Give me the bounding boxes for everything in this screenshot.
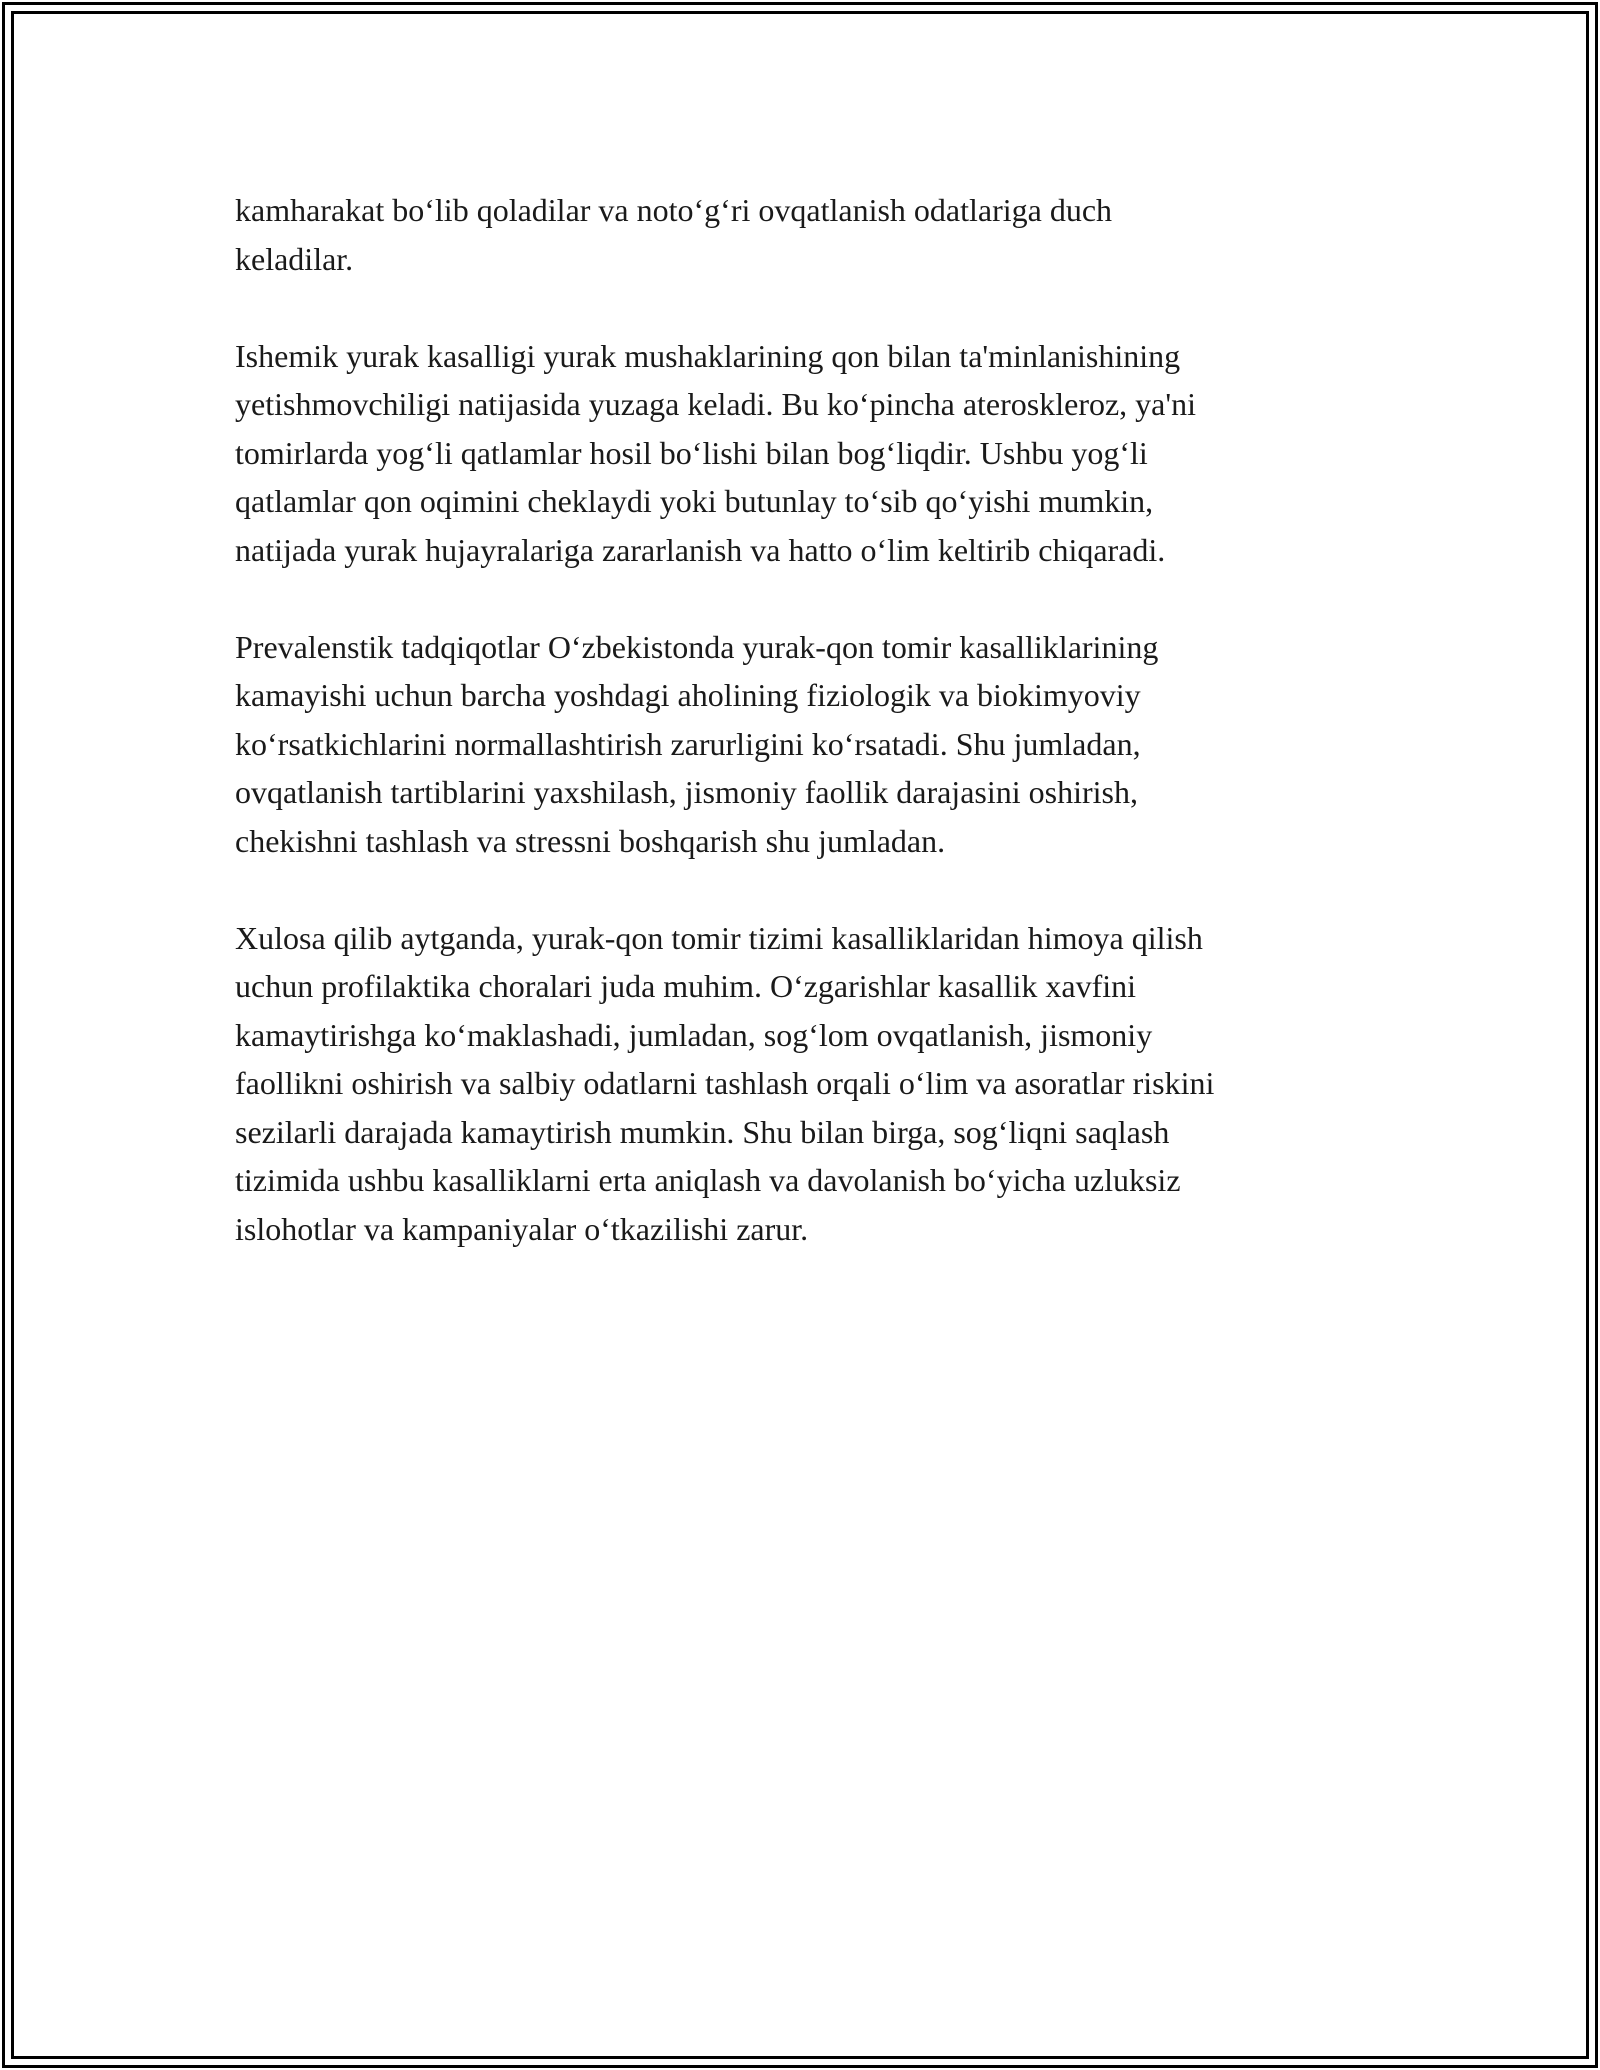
document-body bbox=[235, 186, 1385, 1302]
paragraph-2: Ishemik yurak kasalligi yurak mushaklarining qon bilan ta'minlanishining yetishmovchiligi natijasida yuzaga keladi. Bu ko‘pincha ateroskleroz, ya'ni tomirlarda yog‘li qatlamlar hosil bo‘lishi bilan bog‘liqdir. Ushbu yog‘li qatlamlar qon oqimini cheklaydi yoki butunlay to‘sib qo‘yishi mumkin, natijada yurak hujayralariga zararlanish va hatto o‘lim keltirib chiqaradi. bbox=[235, 337, 1197, 568]
paragraph-1: kamharakat bo‘lib qoladilar va noto‘g‘ri ovqatlanish odatlariga duch keladilar. bbox=[235, 192, 1113, 277]
paragraph-3: Prevalenstik tadqiqotlar O‘zbekistonda yurak-qon tomir kasalliklarining kamayishi uchun barcha yoshdagi aholining fiziologik va biokimyoviy ko‘rsatkichlarini normallashtirish zarurligini ko‘rsatadi. Shu jumladan, ovqatlanish tartiblarini yaxshilash, jismoniy faollik darajasini oshirish, chekishni tashlash va stressni boshqarish shu jumladan. bbox=[235, 628, 1159, 859]
paragraph-4: Xulosa qilib aytganda, yurak-qon tomir tizimi kasalliklaridan himoya qilish uchun profilaktika choralari juda muhim. O‘zgarishlar kasallik xavfini kamaytirishga ko‘maklashadi, jumladan, sog‘lom ovqatlanish, jismoniy faollikni oshirish va salbiy odatlarni tashlash orqali o‘lim va asoratlar riskini sezilarli darajada kamaytirish mumkin. Shu bilan birga, sog‘liqni saqlash tizimida ushbu kasalliklarni erta aniqlash va davolanish bo‘yicha uzluksiz islohotlar va kampaniyalar o‘tkazilishi zarur. bbox=[235, 919, 1215, 1247]
